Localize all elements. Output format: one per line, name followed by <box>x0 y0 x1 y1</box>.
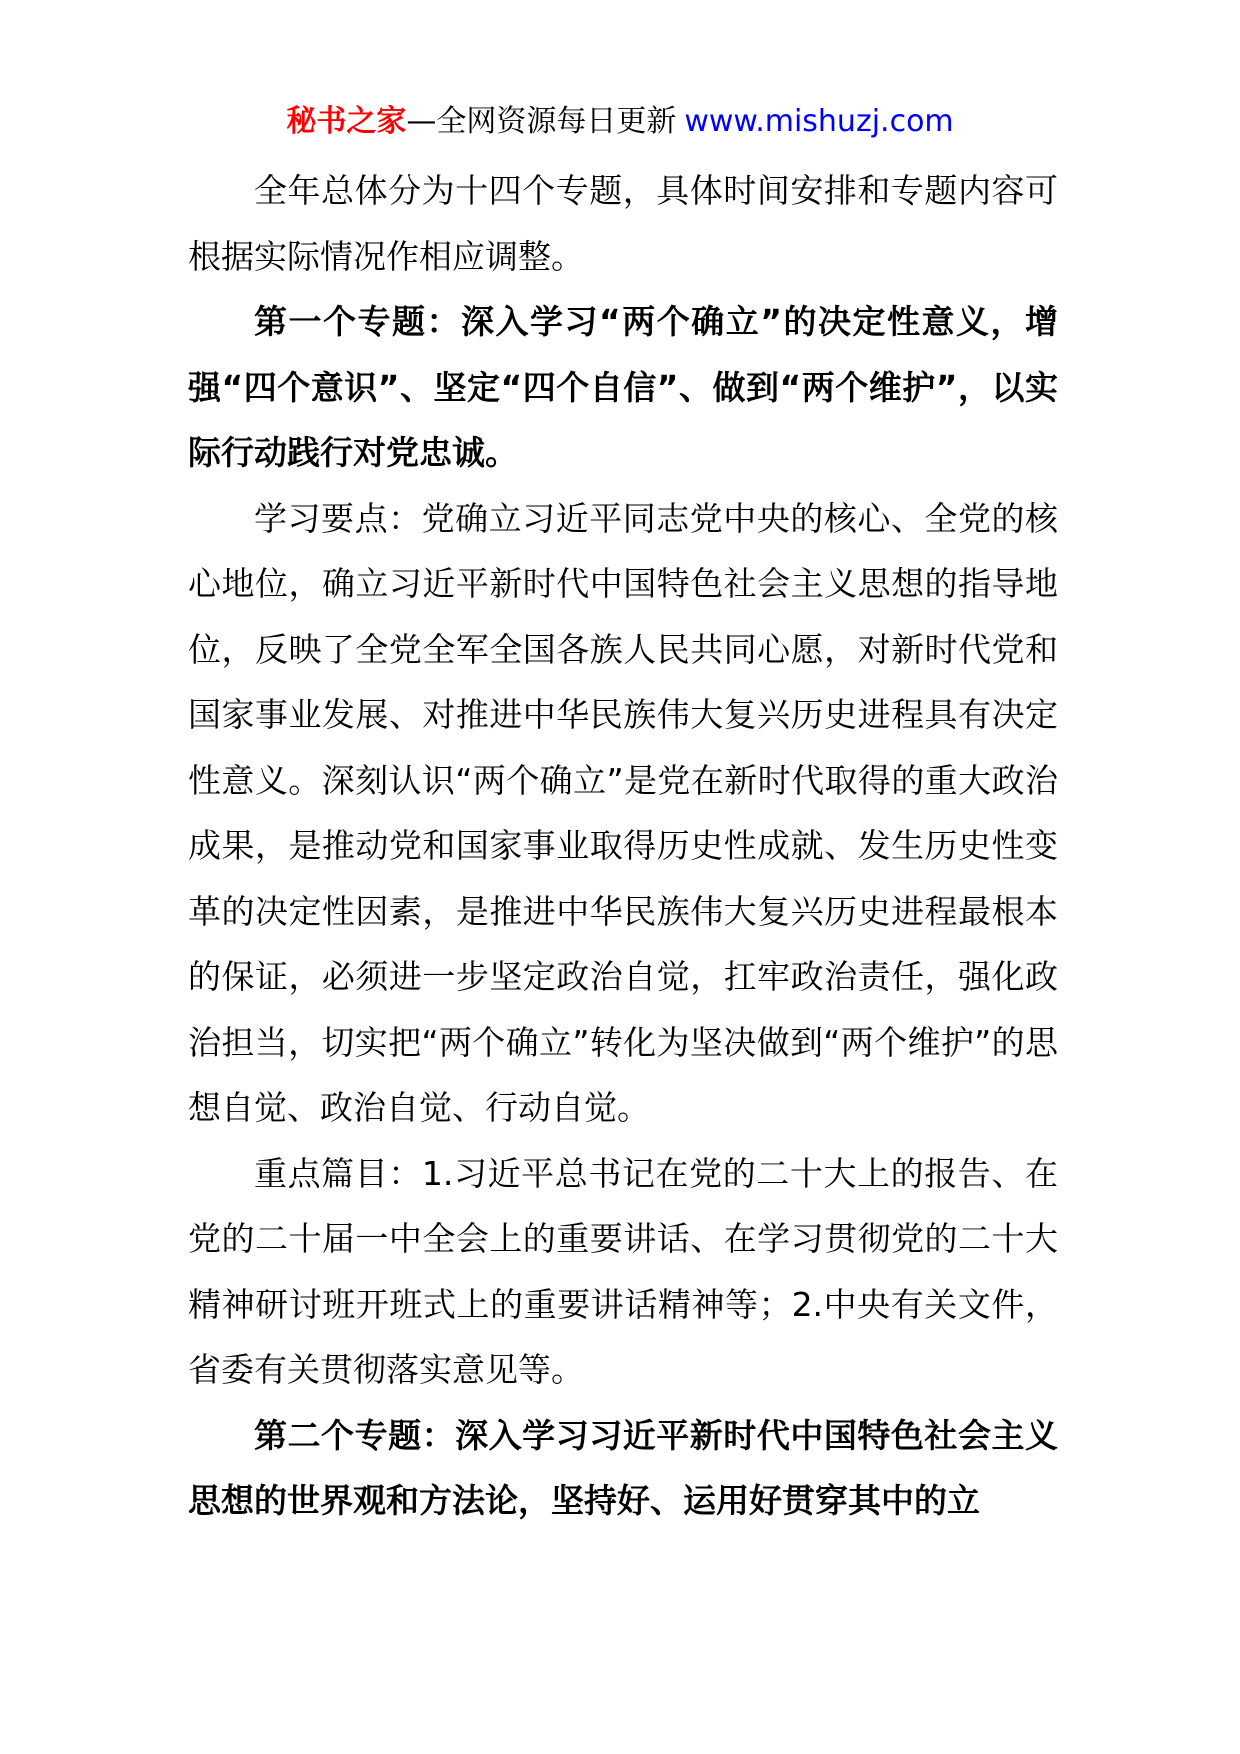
document-body <box>188 158 1058 1534</box>
intro-paragraph: 全年总体分为十四个专题，具体时间安排和专题内容可根据实际情况作相应调整。 <box>188 171 1058 276</box>
topic-1-key-readings: 重点篇目：1.习近平总书记在党的二十大上的报告、在党的二十届一中全会上的重要讲话、在学习贯彻党的二十大精神研讨班开班式上的重要讲话精神等；2.中央有关文件，省委有关贯彻落实意见等。 <box>188 1153 1058 1389</box>
topic-1-key-points: 学习要点：党确立习近平同志党中央的核心、全党的核心地位，确立习近平新时代中国特色社会主义思想的指导地位，反映了全党全军全国各族人民共同心愿，对新时代党和国家事业发展、对推进中华民族伟大复兴历史进程具有决定性意义。深刻认识“两个确立”是党在新时代取得的重大政治成果，是推动党和国家事业取得历史性成就、发生历史性变革的决定性因素，是推进中华民族伟大复兴历史进程最根本的保证，必须进一步坚定政治自觉，扛牢政治责任，强化政治担当，切实把“两个确立”转化为坚决做到“两个维护”的思想自觉、政治自觉、行动自觉。 <box>188 498 1058 1127</box>
topic-2-heading: 第二个专题：深入学习习近平新时代中国特色社会主义思想的世界观和方法论，坚持好、运用好贯穿其中的立 <box>188 1415 1058 1520</box>
website-link[interactable]: www.mishuzj.com <box>684 104 954 139</box>
brand-name: 秘书之家 <box>286 104 407 139</box>
header-tagline: —全网资源每日更新 <box>406 104 677 139</box>
topic-1-heading: 第一个专题：深入学习“两个确立”的决定性意义，增强“四个意识”、坚定“四个自信”、做到“两个维护”，以实际行动践行对党忠诚。 <box>188 302 1058 472</box>
page-header <box>0 102 1240 142</box>
